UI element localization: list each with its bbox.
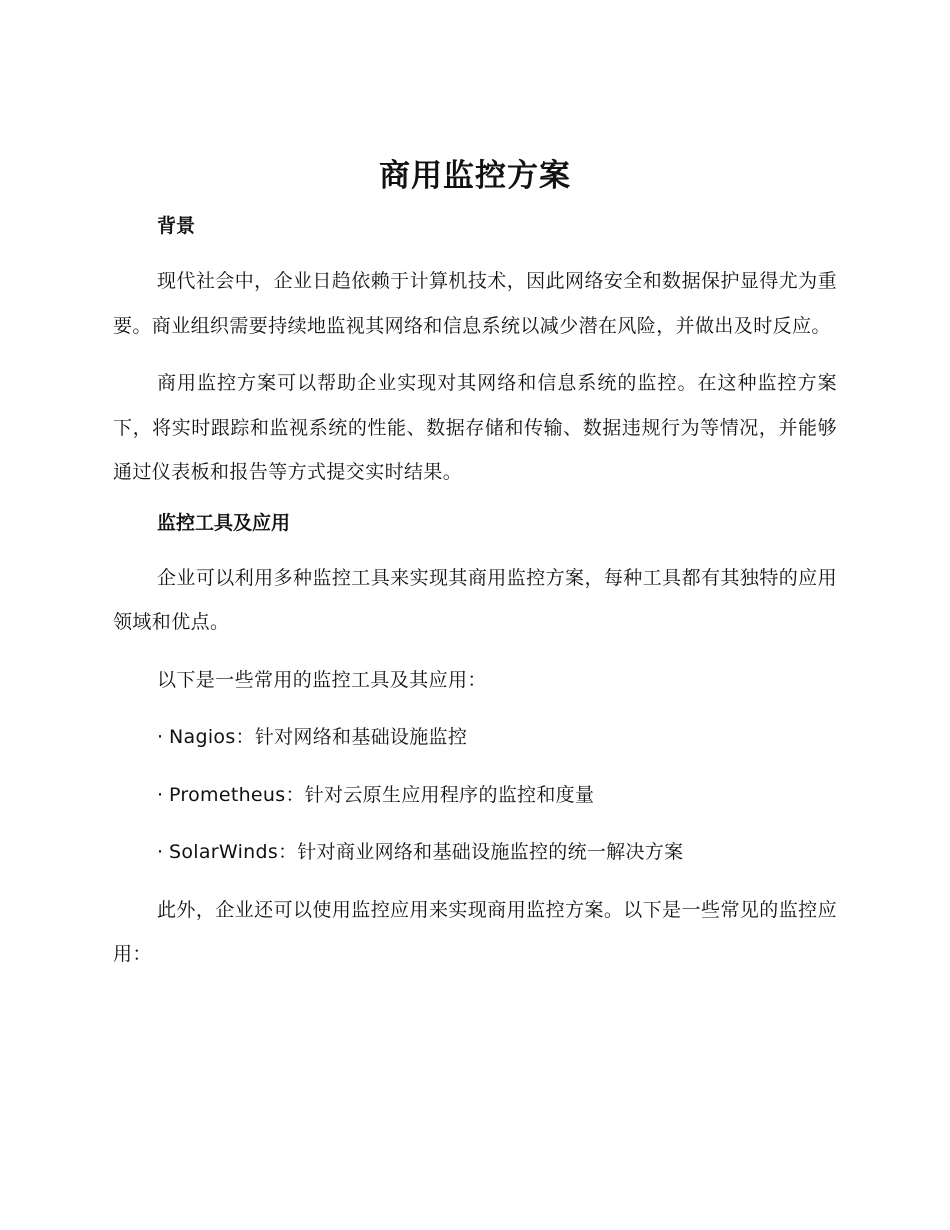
tools-list <box>113 715 837 875</box>
section-monitoring-tools <box>113 508 837 977</box>
list-item-text: Prometheus：针对云原生应用程序的监控和度量 <box>169 783 595 806</box>
list-item-text: Nagios：针对网络和基础设施监控 <box>169 726 468 748</box>
paragraph-tools-intro: 企业可以利用多种监控工具来实现其商用监控方案，每种工具都有其独特的应用领域和优点。 <box>113 566 837 633</box>
list-item-text: SolarWinds：针对商业网络和基础设施监控的统一解决方案 <box>169 841 684 863</box>
list-item <box>113 830 837 875</box>
paragraph-tools-list-intro: 以下是一些常用的监控工具及其应用： <box>157 668 487 691</box>
paragraph-background-1: 现代社会中，企业日趋依赖于计算机技术，因此网络安全和数据保护显得尤为重要。商业组织需要持续地监视其网络和信息系统以减少潜在风险，并做出及时反应。 <box>113 270 837 337</box>
section-heading-monitoring-tools: 监控工具及应用 <box>157 511 291 534</box>
paragraph-background-2: 商用监控方案可以帮助企业实现对其网络和信息系统的监控。在这种监控方案下，将实时跟踪和监视系统的性能、数据存储和传输、数据违规行为等情况，并能够通过仪表板和报告等方式提交实时结果。 <box>113 372 837 483</box>
document-title: 商用监控方案 <box>379 158 571 194</box>
bullet-icon: · <box>157 783 164 806</box>
section-heading-background: 背景 <box>157 215 196 237</box>
bullet-icon: · <box>157 841 164 863</box>
section-background <box>113 211 837 495</box>
list-item <box>113 773 837 818</box>
bullet-icon: · <box>157 726 164 748</box>
paragraph-tools-closing: 此外，企业还可以使用监控应用来实现商用监控方案。以下是一些常见的监控应用： <box>113 898 837 965</box>
list-item <box>113 715 837 760</box>
